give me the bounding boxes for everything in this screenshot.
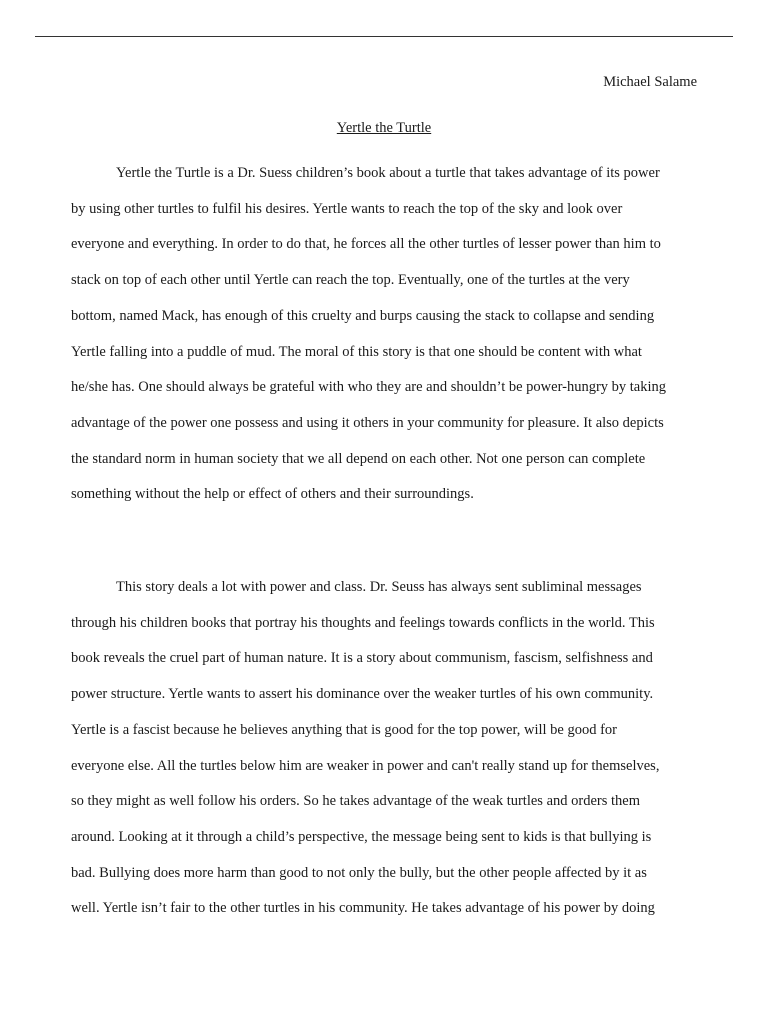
paragraph-line: so they might as well follow his orders. So he takes advantage of the weak turtles and orders them [71, 793, 640, 810]
author-name: Michael Salame [603, 74, 697, 90]
paragraph-line: Yertle the Turtle is a Dr. Suess children’s book about a turtle that takes advantage of its power [116, 165, 660, 181]
paragraph-line: book reveals the cruel part of human nature. It is a story about communism, fascism, selfishness and [71, 650, 653, 667]
paragraph-line: he/she has. One should always be grateful with who they are and shouldn’t be power-hungry by taking [71, 379, 667, 396]
paragraph-line: well. Yertle isn’t fair to the other turtles in his community. He takes advantage of his power by doing [71, 900, 655, 917]
header-rule [35, 36, 733, 37]
paragraph-2 [71, 570, 697, 927]
paragraph-1 [71, 156, 697, 513]
paragraph-line: Yertle is a fascist because he believes anything that is good for the top power, will be good for [71, 721, 617, 738]
paragraph-line: stack on top of each other until Yertle can reach the top. Eventually, one of the turtles at the very [71, 272, 630, 289]
paragraph-line: Yertle falling into a puddle of mud. The moral of this story is that one should be content with what [71, 343, 642, 360]
paragraph-line: around. Looking at it through a child’s perspective, the message being sent to kids is that bullying is [71, 828, 652, 845]
essay-title: Yertle the Turtle [336, 120, 432, 136]
paragraph-line: advantage of the power one possess and using it others in your community for pleasure. It also depicts [71, 414, 664, 431]
paragraph-line: everyone and everything. In order to do that, he forces all the other turtles of lesser power than him to [71, 236, 661, 253]
paragraph-line: bottom, named Mack, has enough of this cruelty and burps causing the stack to collapse and sending [71, 307, 655, 324]
paragraph-line: something without the help or effect of others and their surroundings. [71, 486, 474, 503]
paragraph-line: through his children books that portray his thoughts and feelings towards conflicts in the world. This [71, 614, 655, 631]
paragraph-line: power structure. Yertle wants to assert his dominance over the weaker turtles of his own community. [71, 686, 654, 703]
paragraph-line: everyone else. All the turtles below him are weaker in power and can't really stand up for themselves, [71, 757, 660, 774]
paragraph-line: This story deals a lot with power and class. Dr. Seuss has always sent subliminal messages [116, 579, 642, 595]
paragraph-line: bad. Bullying does more harm than good to not only the bully, but the other people affected by it as [71, 864, 647, 881]
paragraph-line: the standard norm in human society that we all depend on each other. Not one person can complete [71, 450, 646, 467]
paragraph-line: by using other turtles to fulfil his desires. Yertle wants to reach the top of the sky and look over [71, 200, 623, 217]
